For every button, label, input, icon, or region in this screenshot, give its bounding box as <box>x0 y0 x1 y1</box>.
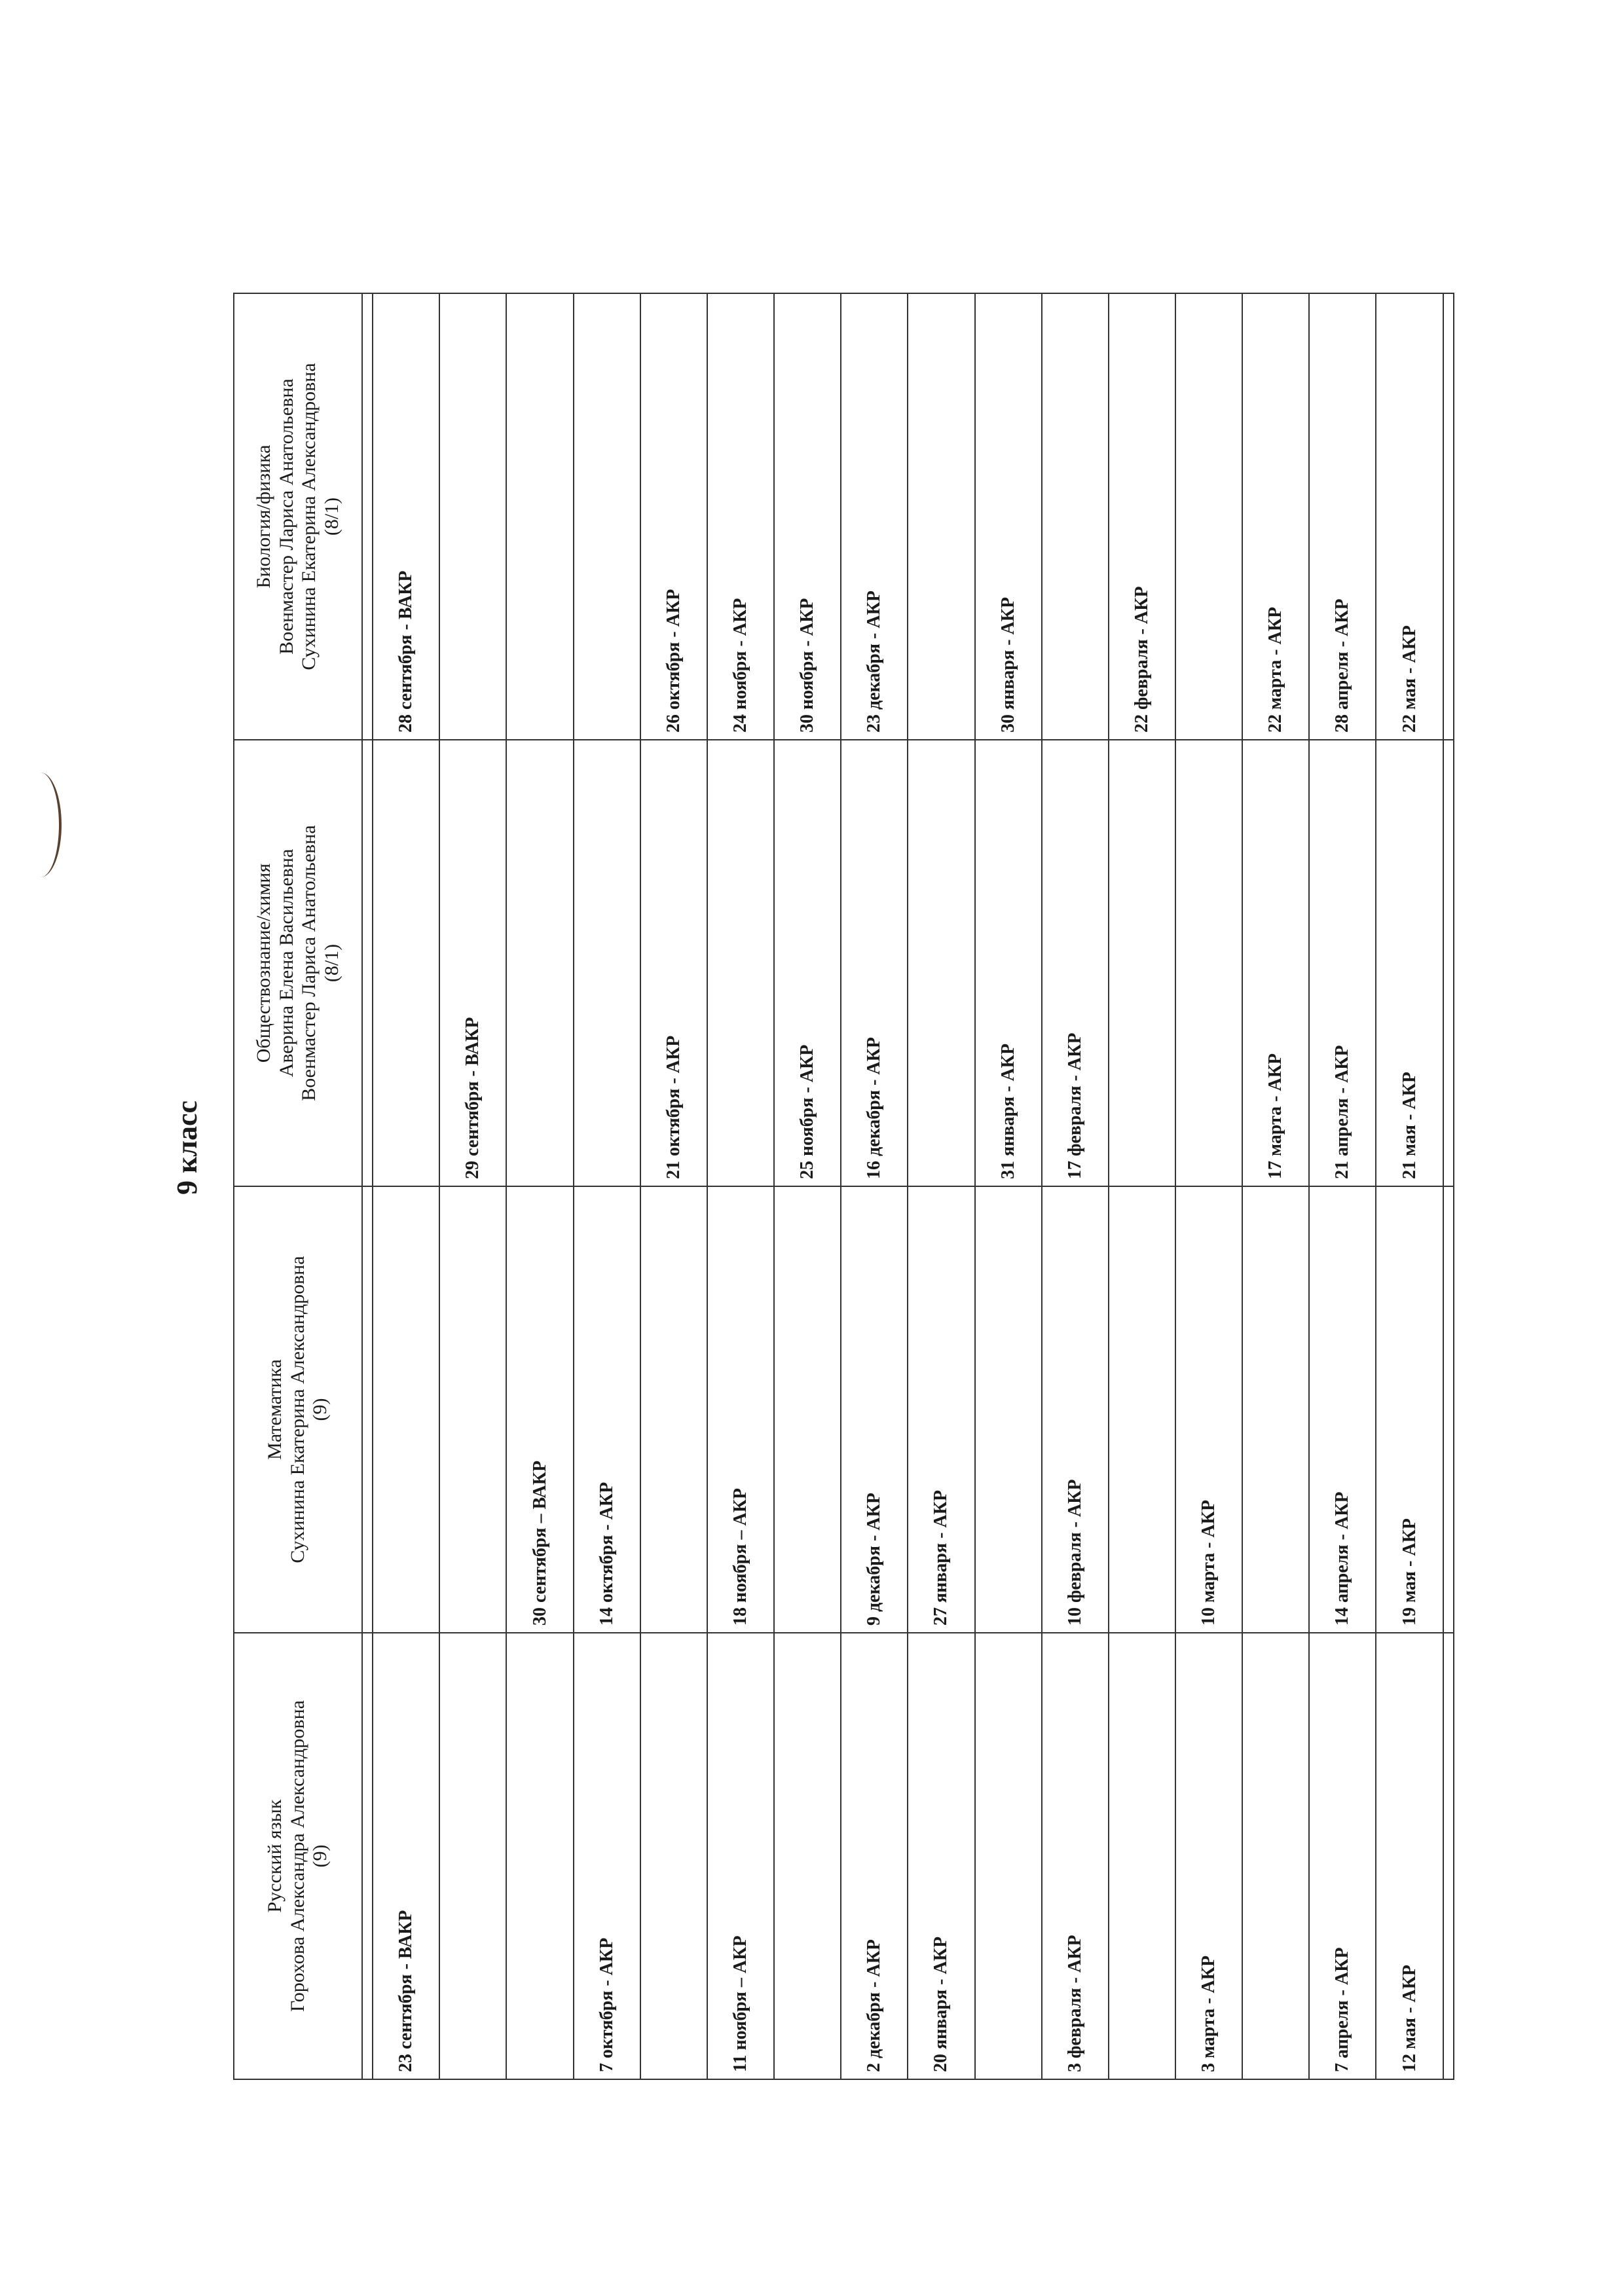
table-row <box>975 293 1042 2079</box>
table-cell <box>1443 740 1454 1186</box>
table-cell: 3 марта - АКР <box>1175 1633 1242 2079</box>
handwritten-mark <box>20 773 62 877</box>
column-header-subject: Математика <box>264 1359 286 1460</box>
table-cell: 10 марта - АКР <box>1175 1186 1242 1633</box>
column-header-hours: (8/1) <box>320 943 342 983</box>
table-cell <box>774 1633 841 2079</box>
table-cell <box>1175 740 1242 1186</box>
table-cell: 25 ноября - АКР <box>774 740 841 1186</box>
table-cell: 14 апреля - АКР <box>1309 1186 1376 1633</box>
column-header <box>234 1633 362 2079</box>
table-cell <box>506 740 573 1186</box>
table-row <box>774 293 841 2079</box>
table-cell <box>362 293 373 740</box>
table-cell: 23 декабря - АКР <box>841 293 908 740</box>
table-cell <box>439 1186 506 1633</box>
table-cell <box>574 293 640 740</box>
table-cell <box>362 740 373 1186</box>
table-cell <box>506 293 573 740</box>
table-cell <box>1242 1186 1309 1633</box>
table-cell: 16 декабря - АКР <box>841 740 908 1186</box>
table-cell <box>1175 293 1242 740</box>
table-cell <box>975 1186 1042 1633</box>
table-cell <box>373 1186 439 1633</box>
table-cell: 21 октября - АКР <box>640 740 707 1186</box>
table-cell: 2 декабря - АКР <box>841 1633 908 2079</box>
table-cell: 22 марта - АКР <box>1242 293 1309 740</box>
table-cell <box>1242 1633 1309 2079</box>
table-cell <box>574 740 640 1186</box>
table-cell <box>1443 293 1454 740</box>
table-cell: 11 ноября – АКР <box>707 1633 774 2079</box>
table-cell: 22 февраля - АКР <box>1109 293 1175 740</box>
table-row <box>1109 293 1175 2079</box>
table-cell <box>1042 293 1109 740</box>
column-header-teacher1: Горохова Александра Александровна <box>286 1700 308 2012</box>
table-cell <box>908 740 974 1186</box>
table-cell <box>975 1633 1042 2079</box>
table-cell <box>439 1633 506 2079</box>
table-cell: 30 сентября – ВАКР <box>506 1186 573 1633</box>
table-row <box>1443 293 1454 2079</box>
table-cell: 28 апреля - АКР <box>1309 293 1376 740</box>
table-row <box>506 293 573 2079</box>
schedule-table <box>233 293 1454 2080</box>
column-header <box>234 740 362 1186</box>
table-cell <box>1443 1633 1454 2079</box>
column-header-subject: Русский язык <box>264 1799 286 1913</box>
table-cell: 20 января - АКР <box>908 1633 974 2079</box>
table-cell <box>774 1186 841 1633</box>
table-row <box>707 293 774 2079</box>
table-cell: 21 мая - АКР <box>1376 740 1443 1186</box>
table-cell <box>506 1633 573 2079</box>
column-header-subject: Биология/физика <box>253 445 274 589</box>
column-header-hours: (9) <box>309 1844 331 1868</box>
table-cell <box>640 1186 707 1633</box>
table-cell: 7 апреля - АКР <box>1309 1633 1376 2079</box>
table-cell <box>362 1633 373 2079</box>
page-title: 9 класс <box>171 1100 203 1195</box>
table-row <box>439 293 506 2079</box>
table-row <box>1175 293 1242 2079</box>
table-cell <box>1109 1186 1175 1633</box>
table-cell: 22 мая - АКР <box>1376 293 1443 740</box>
column-header <box>234 293 362 740</box>
table-cell <box>908 293 974 740</box>
table-cell: 23 сентября - ВАКР <box>373 1633 439 2079</box>
column-header-hours: (9) <box>309 1398 331 1421</box>
table-cell: 9 декабря - АКР <box>841 1186 908 1633</box>
table-row <box>640 293 707 2079</box>
table-cell: 18 ноября – АКР <box>707 1186 774 1633</box>
table-cell: 14 октября - АКР <box>574 1186 640 1633</box>
column-header-teacher1: Аверина Елена Васильевна <box>275 848 297 1078</box>
column-header-teacher2: Военмастер Лариса Анатольевна <box>298 825 320 1101</box>
table-row <box>908 293 974 2079</box>
table-cell: 19 мая - АКР <box>1376 1186 1443 1633</box>
table-cell: 10 февраля - АКР <box>1042 1186 1109 1633</box>
table-cell <box>439 293 506 740</box>
table-cell <box>373 740 439 1186</box>
table-row <box>373 293 439 2079</box>
table-cell: 17 февраля - АКР <box>1042 740 1109 1186</box>
table-cell <box>1109 740 1175 1186</box>
table-cell <box>1443 1186 1454 1633</box>
table-cell: 30 ноября - АКР <box>774 293 841 740</box>
table-row <box>1042 293 1109 2079</box>
table-cell: 17 марта - АКР <box>1242 740 1309 1186</box>
table-cell: 24 ноября - АКР <box>707 293 774 740</box>
table-row <box>1309 293 1376 2079</box>
table-cell: 31 января - АКР <box>975 740 1042 1186</box>
schedule-table-container <box>233 293 1454 2080</box>
table-header-row <box>234 293 362 2079</box>
table-row <box>1242 293 1309 2079</box>
table-cell: 12 мая - АКР <box>1376 1633 1443 2079</box>
column-header-hours: (8/1) <box>320 497 342 536</box>
table-cell: 29 сентября - ВАКР <box>439 740 506 1186</box>
table-cell: 27 января - АКР <box>908 1186 974 1633</box>
table-cell <box>1109 1633 1175 2079</box>
table-cell <box>640 1633 707 2079</box>
table-row <box>574 293 640 2079</box>
column-header-teacher1: Сухинина Екатерина Александровна <box>286 1256 308 1563</box>
table-cell: 26 октября - АКР <box>640 293 707 740</box>
table-cell: 30 января - АКР <box>975 293 1042 740</box>
table-row <box>1376 293 1443 2079</box>
column-header-teacher2: Сухинина Екатерина Александровна <box>298 363 320 670</box>
table-row <box>841 293 908 2079</box>
column-header <box>234 1186 362 1633</box>
table-cell: 28 сентября - ВАКР <box>373 293 439 740</box>
column-header-teacher1: Военмастер Лариса Анатольевна <box>275 378 297 655</box>
table-row <box>362 293 373 2079</box>
table-cell <box>362 1186 373 1633</box>
table-cell <box>707 740 774 1186</box>
table-cell: 7 октября - АКР <box>574 1633 640 2079</box>
table-cell: 21 апреля - АКР <box>1309 740 1376 1186</box>
table-cell: 3 февраля - АКР <box>1042 1633 1109 2079</box>
column-header-subject: Обществознание/химия <box>253 863 274 1063</box>
